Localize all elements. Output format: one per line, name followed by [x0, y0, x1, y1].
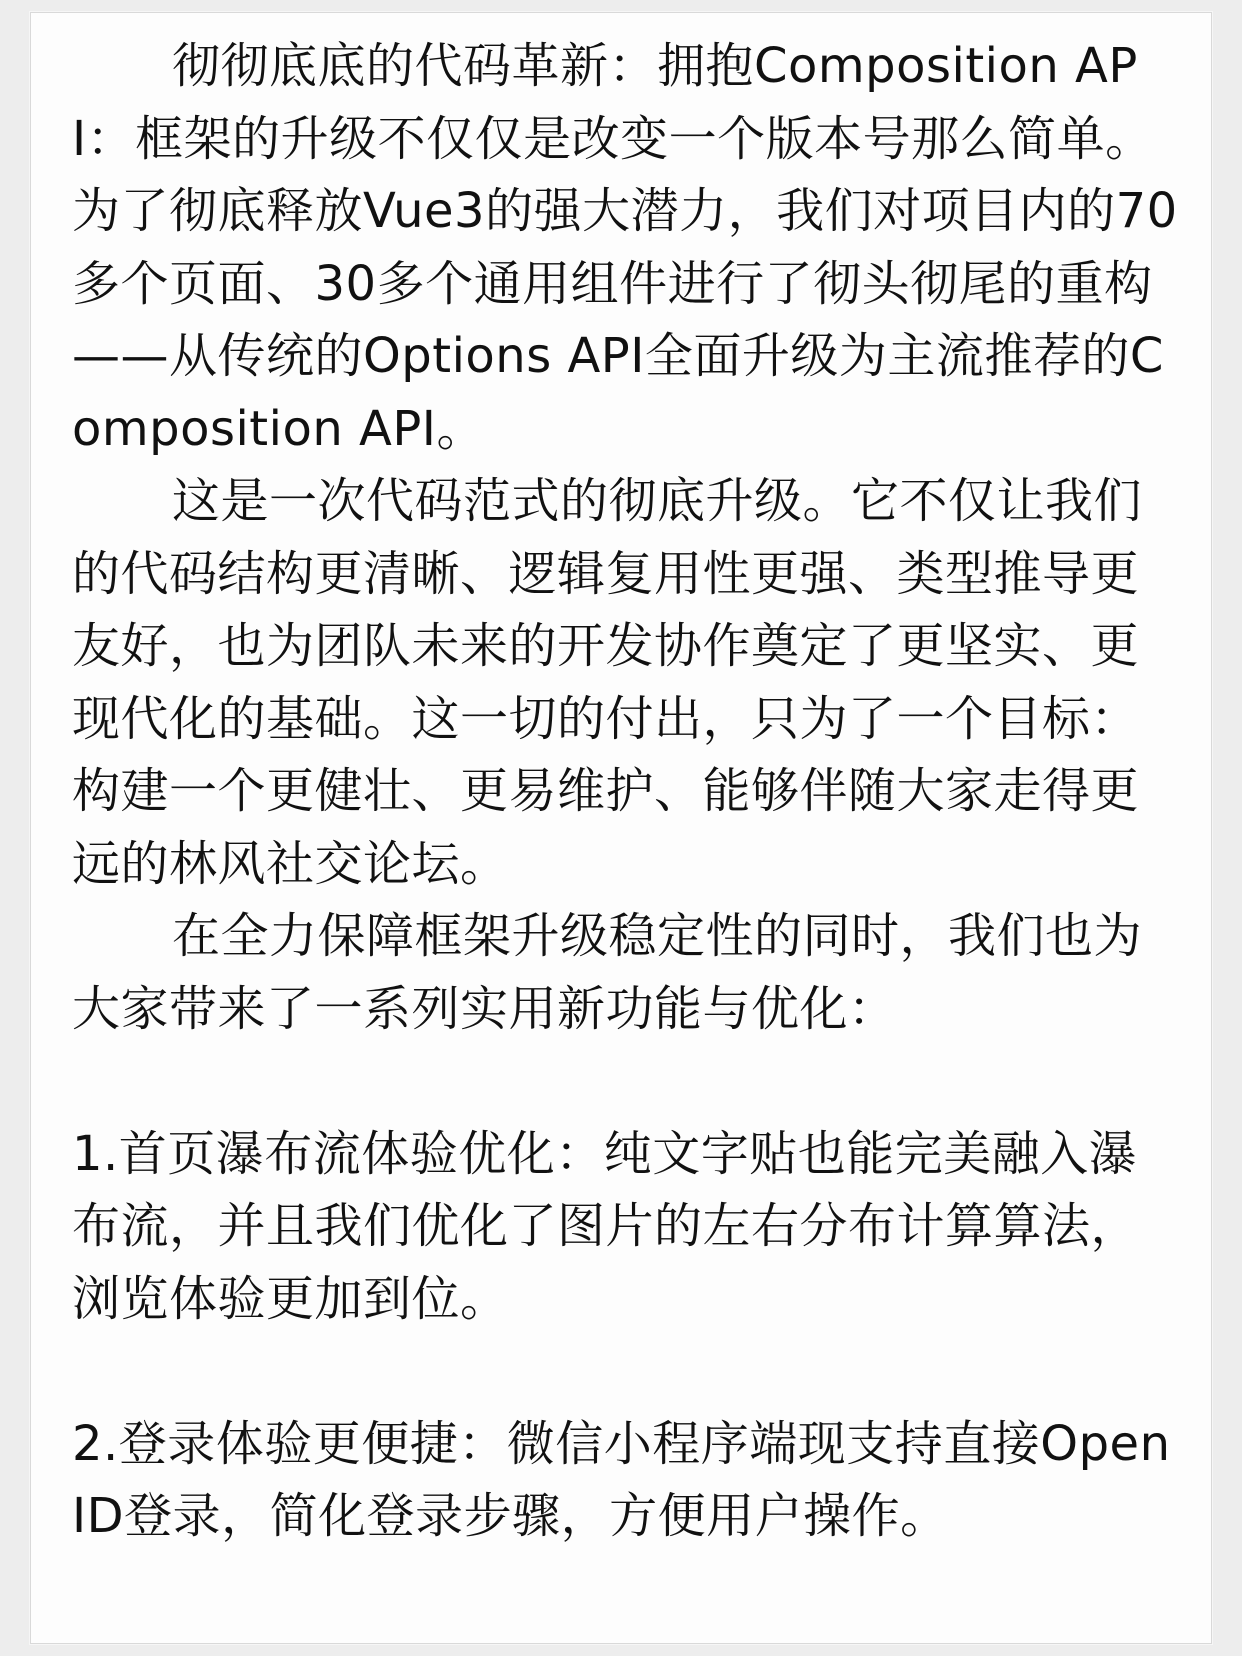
paragraph-composition-api: 彻彻底底的代码革新：拥抱Composition API：框架的升级不仅仅是改变一个版本号那么简单。为了彻底释放Vue3的强大潜力，我们对项目内的70多个页面、30多个通用组件进行了彻头彻尾的重构——从传统的Options API全面升级为主流推荐的Composition API。 [72, 38, 1178, 457]
spacer [72, 1335, 1180, 1408]
paragraph-new-features-intro: 在全力保障框架升级稳定性的同时，我们也为大家带来了一系列实用新功能与优化： [72, 908, 1143, 1037]
list-item-waterfall: 1.首页瀑布流体验优化：纯文字贴也能完美融入瀑布流，并且我们优化了图片的左右分布计算算法，浏览体验更加到位。 [72, 1125, 1140, 1327]
spacer [72, 1045, 1180, 1118]
paragraph-code-paradigm: 这是一次代码范式的彻底升级。它不仅让我们的代码结构更清晰、逻辑复用性更强、类型推导更友好，也为团队未来的开发协作奠定了更坚实、更现代化的基础。这一切的付出，只为了一个目标：构建一个更健壮、更易维护、能够伴随大家走得更远的林风社交论坛。 [72, 473, 1143, 892]
document-body [72, 30, 1180, 1553]
list-item-login: 2.登录体验更便捷：微信小程序端现支持直接OpenID登录，简化登录步骤，方便用户操作。 [72, 1415, 1171, 1544]
